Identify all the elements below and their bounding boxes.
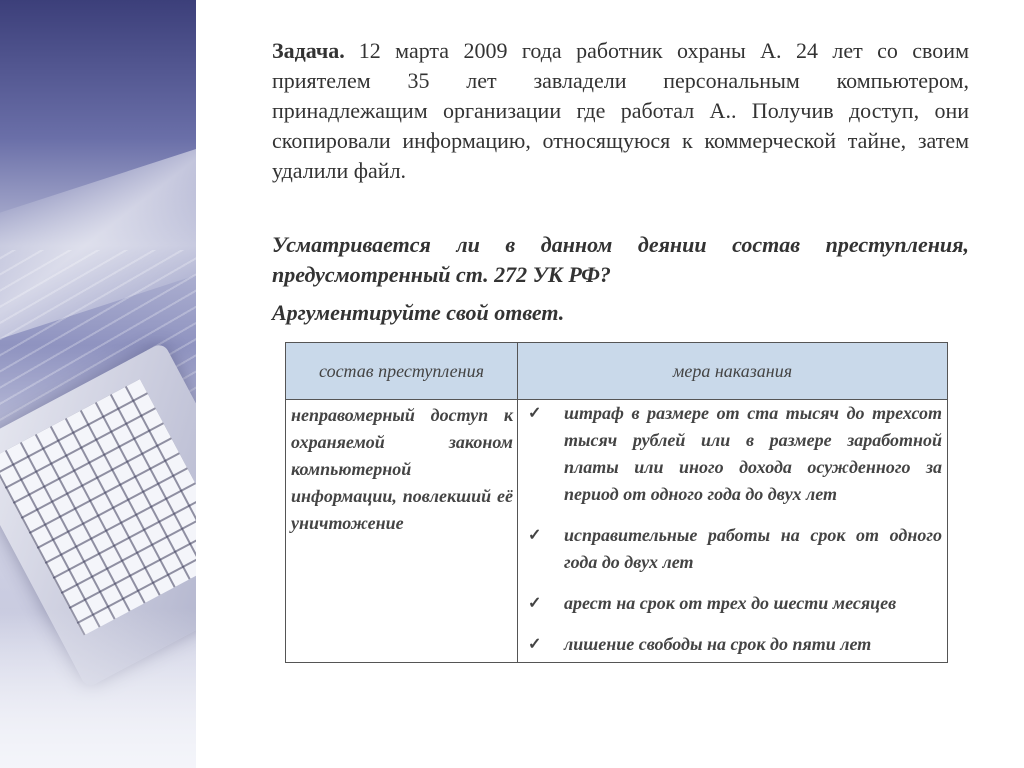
punishment-item-imprisonment bbox=[524, 631, 942, 658]
task-label: Задача. bbox=[272, 38, 345, 63]
question-text: Усматривается ли в данном деянии состав преступления, предусмотренный ст. 272 УК РФ? bbox=[272, 232, 969, 287]
punishment-text: лишение свободы на срок до пяти лет bbox=[564, 634, 872, 654]
checkmark-icon: ✓ bbox=[528, 405, 542, 422]
table-row bbox=[286, 400, 948, 663]
bottom-fade-decoration bbox=[0, 608, 196, 768]
punishment-text: арест на срок от трех до шести месяцев bbox=[564, 593, 897, 613]
decorative-laptop-image bbox=[0, 0, 196, 768]
task-paragraph bbox=[272, 36, 969, 186]
header-crime-composition: состав преступления bbox=[286, 343, 518, 400]
keyboard-illustration bbox=[0, 379, 196, 635]
punishment-item-arrest bbox=[524, 590, 942, 617]
table-header-row bbox=[286, 343, 948, 400]
crime-description: неправомерный доступ к охраняемой законом компьютерной информации, повлекший её уничтожение bbox=[286, 400, 518, 663]
checkmark-icon: ✓ bbox=[528, 527, 542, 544]
slide-content bbox=[272, 36, 969, 328]
checkmark-icon: ✓ bbox=[528, 636, 542, 653]
punishment-item-fine bbox=[524, 400, 942, 508]
crime-punishment-table bbox=[285, 342, 948, 663]
punishment-text: исправительные работы на срок от одного года до двух лет bbox=[564, 525, 942, 572]
task-text: 12 марта 2009 года работник охраны А. 24 лет со своим приятелем 35 лет завладели персональным компьютером, принадлежащим организации где работал А.. Получив доступ, они скопировали информацию, относящуюся к коммерческой тайне, затем удалили файл. bbox=[272, 38, 969, 183]
checkmark-icon: ✓ bbox=[528, 595, 542, 612]
header-punishment: мера наказания bbox=[518, 343, 948, 400]
punishment-list bbox=[518, 400, 948, 663]
argue-instruction: Аргументируйте свой ответ. bbox=[272, 300, 565, 325]
punishment-text: штраф в размере от ста тысяч до трехсот тысяч рублей или в размере заработной платы или иного дохода осужденного за период от одного года до двух лет bbox=[564, 403, 942, 504]
punishment-item-correctional-labor bbox=[524, 522, 942, 576]
